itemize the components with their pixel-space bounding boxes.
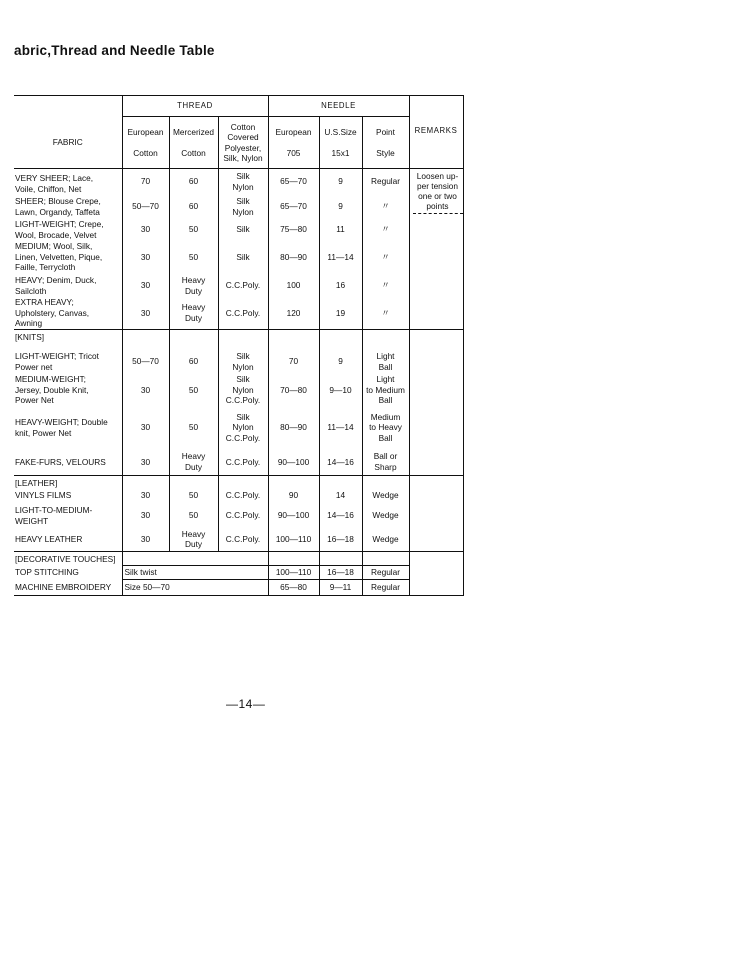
- point-style-line: Medium: [370, 411, 401, 422]
- point-style-line: Wedge: [372, 534, 399, 544]
- euro-cotton-cell: 30: [122, 374, 169, 406]
- fabric-cell: [14, 565, 122, 579]
- covered-line: C.C.Poly.: [225, 280, 261, 291]
- euro-cotton-blank: [122, 329, 169, 349]
- point-style-line: Regular: [370, 581, 401, 592]
- fabric-line: MEDIUM; Wool, Silk,: [15, 241, 93, 252]
- header-european-705-line1: European: [275, 126, 312, 137]
- table-row: [14, 565, 463, 579]
- header-point-style: [362, 117, 409, 169]
- euro-705-cell: 90—100: [268, 449, 319, 475]
- remarks-cell: [409, 475, 463, 551]
- fabric-line: MACHINE EMBROIDERY: [15, 581, 112, 592]
- fabric-line: Power Net: [15, 395, 54, 406]
- section-label-row: [14, 329, 463, 349]
- header-us-size: [319, 117, 362, 169]
- mercerized-cell: 60: [169, 349, 218, 374]
- point-style-line: Regular: [370, 566, 401, 577]
- mercerized-cell: 60: [169, 194, 218, 219]
- covered-line: C.C.Poly.: [225, 490, 261, 501]
- point-style-cell: [362, 449, 409, 475]
- covered-cell: [218, 449, 268, 475]
- fabric-cell: [14, 219, 122, 240]
- header-point-line1: Point: [376, 126, 395, 137]
- euro-cotton-cell: 30: [122, 297, 169, 329]
- thread-span-cell: Size 50—70: [122, 579, 268, 595]
- fabric-cell: [14, 349, 122, 374]
- us-size-cell: 16—18: [319, 565, 362, 579]
- header-european-cotton: [122, 117, 169, 169]
- covered-cell: [218, 528, 268, 551]
- point-style-line: 〃: [381, 224, 390, 235]
- euro-705-blank: [268, 551, 319, 565]
- fabric-line: Awning: [15, 318, 43, 328]
- fabric-line: MEDIUM-WEIGHT;: [15, 374, 86, 385]
- fabric-line: LIGHT-WEIGHT; Tricot: [15, 351, 99, 361]
- remarks-note-line: points: [426, 201, 449, 211]
- us-size-cell: 19: [319, 297, 362, 329]
- fabric-cell: [14, 374, 122, 406]
- header-mercerized-cotton: [169, 117, 218, 169]
- thread-needle-table-wrapper: [14, 95, 464, 596]
- mercerized-cell: [169, 297, 218, 329]
- fabric-line: HEAVY LEATHER: [15, 534, 83, 544]
- section-label: [KNITS]: [14, 329, 122, 349]
- euro-705-cell: 70: [268, 349, 319, 374]
- point-blank: [362, 551, 409, 565]
- table-row: [14, 194, 463, 219]
- fabric-cell: [14, 488, 122, 503]
- header-fabric: FABRIC: [52, 137, 83, 147]
- section-label: [DECORATIVE TOUCHES]: [14, 551, 122, 565]
- covered-cell: [218, 219, 268, 240]
- fabric-cell: [14, 274, 122, 297]
- header-european-705: [268, 117, 319, 169]
- euro-cotton-cell: 30: [122, 488, 169, 503]
- table-row: [14, 374, 463, 406]
- fabric-line: Linen, Velvetten, Pique,: [15, 251, 103, 262]
- point-style-cell: [362, 579, 409, 595]
- euro-705-cell: 70—80: [268, 374, 319, 406]
- covered-line: Silk: [236, 224, 250, 235]
- euro-cotton-cell: 30: [122, 528, 169, 551]
- euro-cotton-cell: 50—70: [122, 194, 169, 219]
- section-label-row: [14, 475, 463, 488]
- fabric-line: SHEER; Blouse Crepe,: [15, 196, 101, 206]
- table-row: [14, 349, 463, 374]
- table-row: [14, 488, 463, 503]
- fabric-line: VERY SHEER; Lace,: [15, 173, 94, 183]
- point-style-line: Light: [376, 374, 395, 385]
- us-size-cell: 16—18: [319, 528, 362, 551]
- euro-cotton-cell: 30: [122, 406, 169, 449]
- us-size-blank: [319, 551, 362, 565]
- point-style-cell: [362, 240, 409, 274]
- mercerized-cell: 50: [169, 219, 218, 240]
- euro-705-blank: [268, 329, 319, 349]
- mercerized-cell: 60: [169, 169, 218, 195]
- covered-line: C.C.Poly.: [225, 510, 261, 521]
- fabric-line: Sailcloth: [15, 285, 47, 296]
- header-covered-line2: Covered: [227, 132, 259, 142]
- point-style-cell: [362, 488, 409, 503]
- mercerized-cell: [169, 449, 218, 475]
- euro-705-cell: 100—110: [268, 528, 319, 551]
- covered-line: Nylon: [232, 181, 254, 192]
- table-row: [14, 240, 463, 274]
- header-mercerized-line2: Cotton: [181, 148, 206, 158]
- header-european-cotton-line2: Cotton: [133, 148, 158, 158]
- mercerized-line: Heavy: [181, 302, 206, 313]
- euro-cotton-cell: 30: [122, 219, 169, 240]
- covered-cell: [218, 274, 268, 297]
- point-style-line: to Medium: [366, 384, 405, 395]
- mercerized-cell: [169, 528, 218, 551]
- euro-705-cell: 100: [268, 274, 319, 297]
- point-style-line: Ball: [378, 395, 393, 406]
- table-row: [14, 406, 463, 449]
- us-size-cell: 9—10: [319, 374, 362, 406]
- covered-line: Silk: [236, 374, 250, 385]
- point-style-cell: [362, 297, 409, 329]
- header-needle-group: NEEDLE: [268, 96, 409, 117]
- us-size-cell: 11—14: [319, 406, 362, 449]
- covered-line: Nylon: [232, 206, 254, 217]
- table-row: [14, 528, 463, 551]
- euro-cotton-cell: 70: [122, 169, 169, 195]
- section-label: [LEATHER]: [14, 475, 122, 488]
- table-row: [14, 503, 463, 528]
- fabric-cell: [14, 503, 122, 528]
- header-remarks: REMARKS: [409, 96, 463, 169]
- fabric-line: knit, Power Net: [15, 427, 72, 438]
- fabric-cell: [14, 194, 122, 219]
- fabric-cell: [14, 169, 122, 195]
- us-size-cell: 9: [319, 169, 362, 195]
- covered-blank: [218, 329, 268, 349]
- point-style-line: Regular: [370, 176, 401, 187]
- mercerized-blank: [169, 475, 218, 488]
- euro-cotton-cell: 50—70: [122, 349, 169, 374]
- euro-cotton-cell: 30: [122, 240, 169, 274]
- mercerized-line: Duty: [184, 539, 203, 550]
- point-style-line: Wedge: [372, 510, 399, 521]
- point-style-cell: [362, 503, 409, 528]
- us-size-blank: [319, 475, 362, 488]
- header-us-size-line2: 15x1: [331, 148, 350, 158]
- euro-705-blank: [268, 475, 319, 488]
- euro-705-cell: 90—100: [268, 503, 319, 528]
- header-us-size-line1: U.S.Size: [324, 126, 357, 137]
- covered-cell: [218, 240, 268, 274]
- covered-cell: [218, 194, 268, 219]
- us-size-cell: 14—16: [319, 503, 362, 528]
- mercerized-cell: 50: [169, 503, 218, 528]
- mercerized-cell: 50: [169, 374, 218, 406]
- remarks-cell: [409, 169, 463, 330]
- euro-705-cell: 65—70: [268, 194, 319, 219]
- euro-705-cell: 80—90: [268, 240, 319, 274]
- mercerized-cell: 50: [169, 488, 218, 503]
- us-size-cell: 14: [319, 488, 362, 503]
- us-size-cell: 14—16: [319, 449, 362, 475]
- point-style-cell: [362, 349, 409, 374]
- covered-line: C.C.Poly.: [225, 395, 261, 406]
- point-style-line: 〃: [381, 201, 390, 212]
- point-style-cell: [362, 169, 409, 195]
- header-covered-line4: Silk, Nylon: [223, 153, 263, 163]
- thread-blank: [122, 551, 268, 565]
- point-blank: [362, 475, 409, 488]
- covered-line: Silk: [236, 351, 250, 361]
- covered-line: Nylon: [232, 422, 254, 433]
- point-style-cell: [362, 194, 409, 219]
- covered-cell: [218, 406, 268, 449]
- thread-needle-table: [14, 95, 464, 596]
- euro-705-cell: 75—80: [268, 219, 319, 240]
- covered-cell: [218, 297, 268, 329]
- point-style-line: Ball or: [373, 451, 398, 462]
- remarks-note-line: Loosen up-: [416, 171, 459, 181]
- euro-cotton-cell: 30: [122, 503, 169, 528]
- point-style-line: Ball: [378, 432, 393, 443]
- euro-705-cell: 100—110: [268, 565, 319, 579]
- point-style-line: Sharp: [374, 461, 397, 472]
- remarks-cell: [409, 329, 463, 475]
- fabric-line: TOP STITCHING: [15, 566, 79, 577]
- covered-cell: [218, 488, 268, 503]
- covered-cell: [218, 374, 268, 406]
- table-row: [14, 169, 463, 195]
- fabric-line: HEAVY-WEIGHT; Double: [15, 417, 108, 427]
- remarks-dashed-line: [413, 213, 463, 214]
- table-row: [14, 297, 463, 329]
- point-style-line: to Heavy: [369, 422, 402, 433]
- fabric-cell: [14, 449, 122, 475]
- covered-line: Silk: [236, 171, 250, 181]
- fabric-cell: [14, 406, 122, 449]
- covered-cell: [218, 169, 268, 195]
- remarks-note-line: one or two: [418, 191, 457, 201]
- us-size-cell: 9—11: [319, 579, 362, 595]
- fabric-line: Jersey, Double Knit,: [15, 384, 89, 395]
- mercerized-line: Duty: [184, 285, 203, 296]
- mercerized-line: Duty: [184, 312, 203, 323]
- euro-cotton-cell: 30: [122, 274, 169, 297]
- fabric-cell: [14, 528, 122, 551]
- fabric-line: WEIGHT: [15, 515, 49, 526]
- mercerized-cell: [169, 274, 218, 297]
- header-cotton-covered: [218, 117, 268, 169]
- covered-line: Silk: [236, 196, 250, 206]
- mercerized-blank: [169, 329, 218, 349]
- euro-cotton-cell: 30: [122, 449, 169, 475]
- fabric-line: LIGHT-WEIGHT; Crepe,: [15, 219, 104, 229]
- table-row: [14, 219, 463, 240]
- euro-705-cell: 80—90: [268, 406, 319, 449]
- header-group-row: [14, 96, 463, 117]
- fabric-line: FAKE-FURS, VELOURS: [15, 456, 106, 467]
- covered-line: Nylon: [232, 384, 254, 395]
- euro-705-cell: 65—70: [268, 169, 319, 195]
- table-row: [14, 579, 463, 595]
- header-blank: [14, 96, 122, 117]
- point-style-cell: [362, 528, 409, 551]
- mercerized-line: Heavy: [181, 451, 206, 462]
- header-thread-group: THREAD: [122, 96, 268, 117]
- us-size-cell: 9: [319, 349, 362, 374]
- fabric-line: Power net: [15, 361, 53, 372]
- fabric-cell: [14, 240, 122, 274]
- header-covered-line1: Cotton: [230, 121, 256, 132]
- mercerized-cell: 50: [169, 406, 218, 449]
- mercerized-line: Heavy: [181, 275, 206, 285]
- us-size-blank: [319, 329, 362, 349]
- fabric-line: VINYLS FILMS: [15, 490, 72, 501]
- remarks-cell: [409, 551, 463, 595]
- point-style-cell: [362, 565, 409, 579]
- euro-705-cell: 120: [268, 297, 319, 329]
- mercerized-line: Heavy: [181, 528, 206, 539]
- point-style-cell: [362, 219, 409, 240]
- header-column-row: [14, 117, 463, 169]
- mercerized-line: Duty: [184, 461, 203, 472]
- fabric-line: Voile, Chiffon, Net: [15, 183, 82, 194]
- point-style-line: Ball: [378, 361, 393, 372]
- euro-cotton-blank: [122, 475, 169, 488]
- point-blank: [362, 329, 409, 349]
- table-row: [14, 449, 463, 475]
- header-european-705-line2: 705: [286, 148, 301, 158]
- table-row: [14, 274, 463, 297]
- remarks-note-line: per tension: [416, 181, 459, 191]
- point-style-line: Wedge: [372, 490, 399, 501]
- header-point-line2: Style: [376, 148, 395, 158]
- covered-line: Silk: [236, 251, 250, 262]
- point-style-line: Light: [376, 351, 395, 361]
- fabric-line: HEAVY; Denim, Duck,: [15, 275, 97, 285]
- point-style-line: 〃: [381, 307, 390, 318]
- mercerized-cell: 50: [169, 240, 218, 274]
- fabric-line: Upholstery, Canvas,: [15, 307, 90, 318]
- header-covered-line3: Polyester,: [224, 142, 262, 153]
- covered-cell: [218, 503, 268, 528]
- fabric-line: LIGHT-TO-MEDIUM-: [15, 505, 93, 515]
- us-size-cell: 9: [319, 194, 362, 219]
- page-title: abric,Thread and Needle Table: [14, 43, 215, 58]
- euro-705-cell: 65—80: [268, 579, 319, 595]
- euro-705-cell: 90: [268, 488, 319, 503]
- covered-line: Nylon: [232, 361, 254, 372]
- us-size-cell: 11: [319, 219, 362, 240]
- fabric-line: EXTRA HEAVY;: [15, 297, 74, 307]
- covered-cell: [218, 349, 268, 374]
- fabric-cell: [14, 579, 122, 595]
- header-european-cotton-line1: European: [127, 126, 164, 137]
- covered-blank: [218, 475, 268, 488]
- point-style-cell: [362, 406, 409, 449]
- point-style-cell: [362, 374, 409, 406]
- point-style-line: 〃: [381, 280, 390, 291]
- fabric-cell: [14, 297, 122, 329]
- us-size-cell: 16: [319, 274, 362, 297]
- covered-line: C.C.Poly.: [225, 534, 261, 544]
- section-label-row: [14, 551, 463, 565]
- covered-line: C.C.Poly.: [225, 307, 261, 318]
- thread-span-cell: Silk twist: [122, 565, 268, 579]
- page-number: —14—: [226, 697, 266, 711]
- covered-line: C.C.Poly.: [225, 432, 261, 443]
- covered-line: C.C.Poly.: [225, 456, 261, 467]
- header-mercerized-line1: Mercerized: [172, 126, 215, 137]
- covered-line: Silk: [236, 411, 250, 422]
- us-size-cell: 11—14: [319, 240, 362, 274]
- fabric-line: Faille, Terrycloth: [15, 262, 76, 273]
- point-style-line: 〃: [381, 251, 390, 262]
- fabric-line: Wool, Brocade, Velvet: [15, 229, 97, 240]
- point-style-cell: [362, 274, 409, 297]
- fabric-line: Lawn, Organdy, Taffeta: [15, 206, 100, 217]
